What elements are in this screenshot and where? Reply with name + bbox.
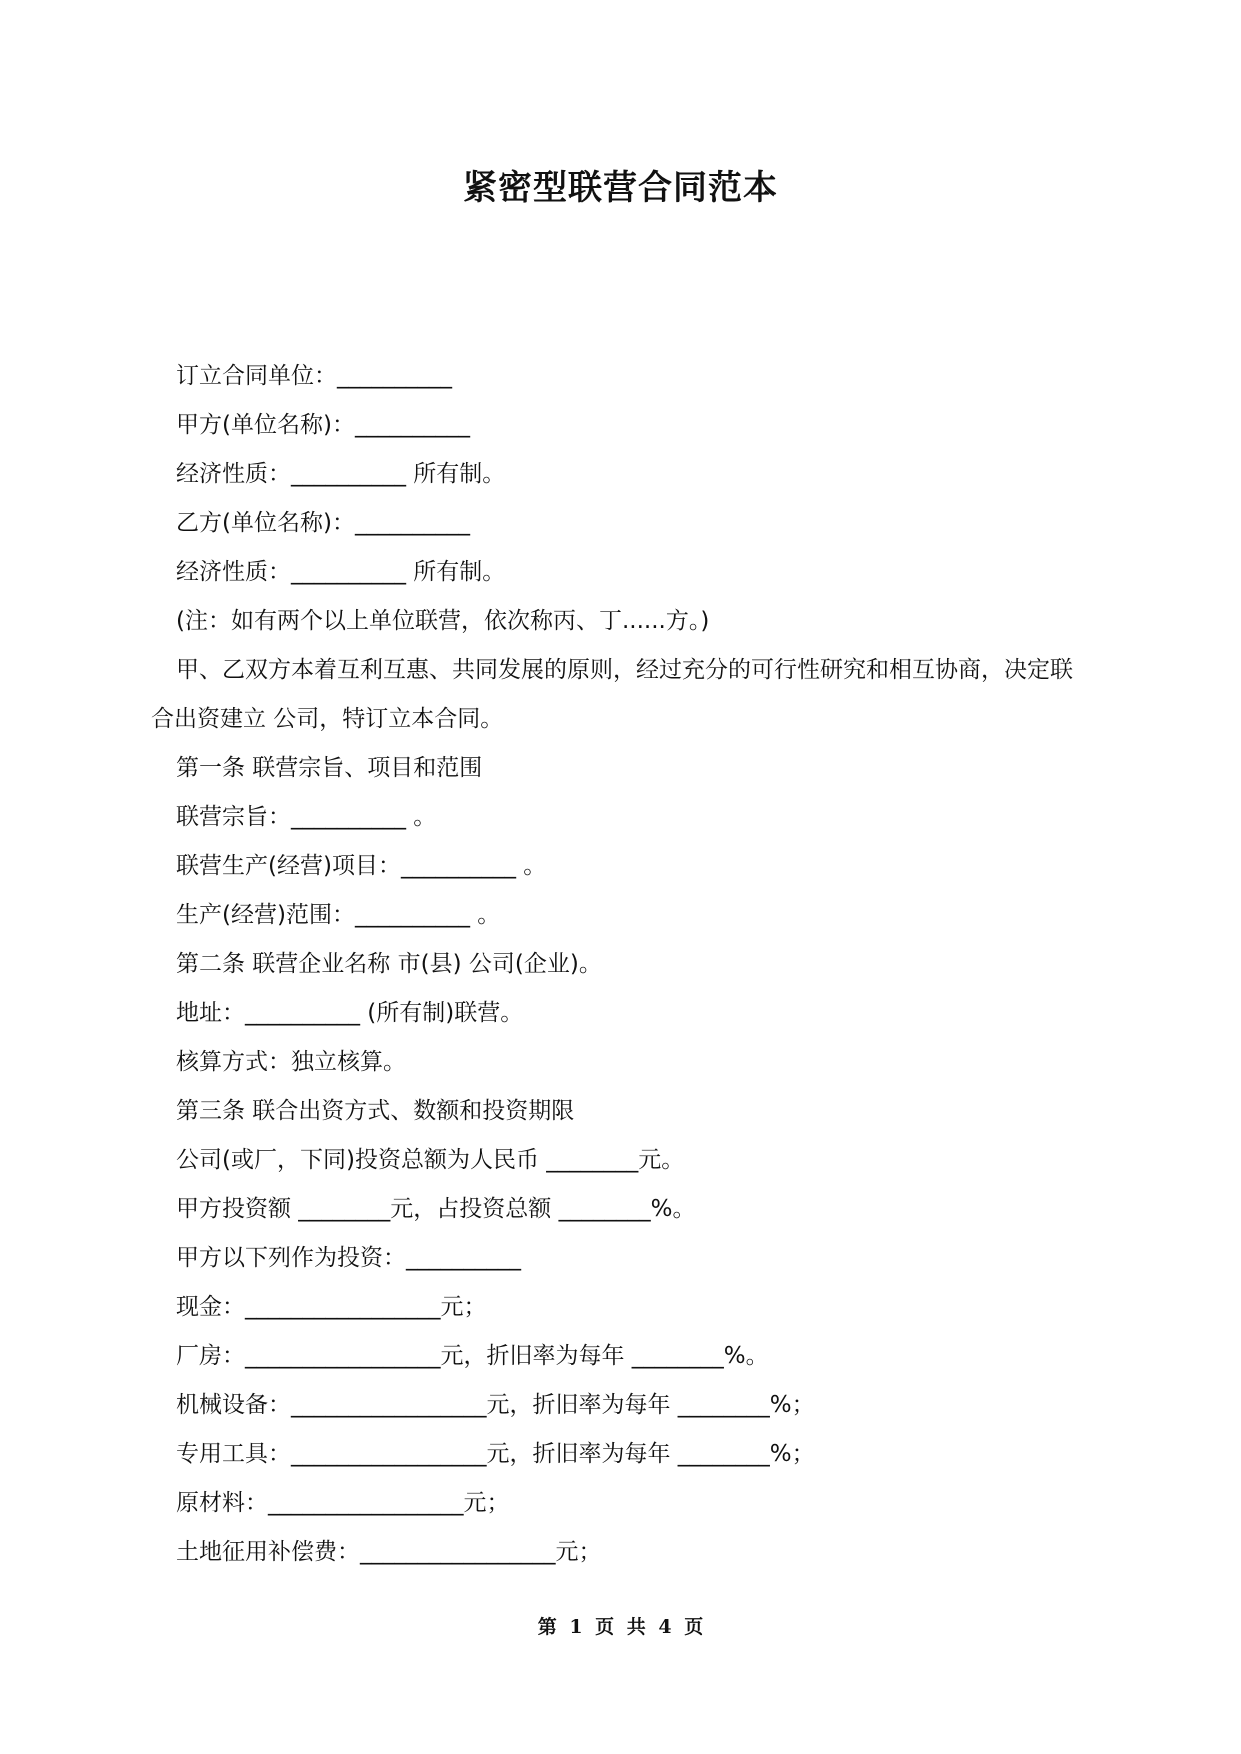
paragraph-cash: 现金：_________________元； [176,1294,487,1320]
paragraph-party-a-items: 甲方以下列作为投资：__________ [176,1245,521,1271]
paragraph-accounting: 核算方式：独立核算。 [176,1049,406,1075]
paragraph-projects: 联营生产(经营)项目：__________ 。 [176,853,547,879]
page-number-footer: 第 1 页 共 4 页 [537,1616,704,1638]
paragraph-land-compensation: 土地征用补偿费：_________________元； [176,1539,602,1565]
paragraph-machinery: 机械设备：_________________元，折旧率为每年 ________%； [176,1392,815,1418]
paragraph-preamble: 甲、乙双方本着互利互惠、共同发展的原则，经过充分的可行性研究和相互协商，决定联合出资建立 公司，特订立本合同。 [151,657,1073,732]
document-body [151,352,1091,1577]
article-2-heading: 第二条 联营企业名称 市(县) 公司(企业)。 [176,951,602,977]
article-1-heading: 第一条 联营宗旨、项目和范围 [176,755,483,781]
paragraph-total-investment: 公司(或厂，下同)投资总额为人民币 ________元。 [176,1147,685,1173]
paragraph-party-a-investment: 甲方投资额 ________元，占投资总额 ________%。 [176,1196,696,1222]
paragraph-tools: 专用工具：_________________元，折旧率为每年 ________%； [176,1441,815,1467]
paragraph-party-a-name: 甲方(单位名称)：__________ [176,412,470,438]
paragraph-address: 地址：__________ (所有制)联营。 [176,1000,524,1026]
paragraph-party-a-economic-nature: 经济性质：__________ 所有制。 [176,461,506,487]
paragraph-scope: 生产(经营)范围：__________ 。 [176,902,501,928]
paragraph-note: (注：如有两个以上单位联营，依次称丙、丁......方。) [176,608,710,634]
paragraph-plant: 厂房：_________________元，折旧率为每年 ________%。 [176,1343,769,1369]
article-3-heading: 第三条 联合出资方式、数额和投资期限 [176,1098,575,1124]
paragraph-raw-materials: 原材料：_________________元； [176,1490,510,1516]
paragraph-contract-parties: 订立合同单位：__________ [176,363,452,389]
document-title: 紧密型联营合同范本 [463,168,778,208]
paragraph-purpose: 联营宗旨：__________ 。 [176,804,437,830]
paragraph-party-b-name: 乙方(单位名称)：__________ [176,510,470,536]
paragraph-party-b-economic-nature: 经济性质：__________ 所有制。 [176,559,506,585]
